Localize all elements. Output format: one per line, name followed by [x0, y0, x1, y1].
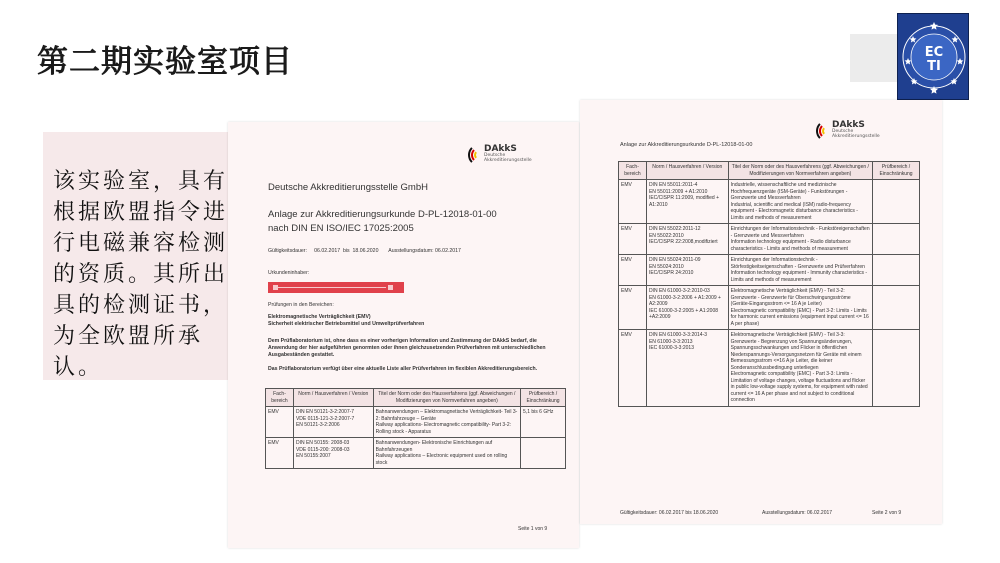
table-row: [266, 407, 566, 438]
logo-main: DAkkS: [484, 144, 517, 154]
cell-range: [521, 438, 566, 469]
tests-label: Prüfungen in den Bereichen:: [268, 302, 334, 308]
badge-line1: EC: [924, 45, 944, 60]
cell-area: EMV: [619, 180, 647, 224]
slide-title: 第二期实验室项目: [37, 44, 293, 80]
table-row: [266, 438, 566, 469]
table-row: [619, 224, 920, 255]
certificate-page-1: [228, 122, 579, 548]
dakks-logo: [816, 120, 880, 142]
accreditation-table-2: [618, 161, 920, 407]
cell-area: EMV: [619, 330, 647, 407]
cell-norm: DIN EN 61000-3-3:2014-3 EN 61000-3-3:2013 IEC 61000-3-3:2013: [646, 330, 728, 407]
certificate-page-2: [580, 100, 942, 524]
ecti-logo-icon: [898, 14, 969, 100]
cell-range: [873, 286, 920, 330]
cell-area: EMV: [266, 438, 294, 469]
col-header-range: Prüfbereich / Einschränkung: [873, 162, 920, 180]
cell-title: Einrichtungen der Informationstechnik - Störfestigkeitseigenschaften - Grenzwerte und Prüfverfahren Information technology equipment - Immunity characteristics - Limits and methods of measurement: [728, 255, 872, 286]
org-name: Deutsche Akkreditierungsstelle GmbH: [268, 182, 428, 193]
cell-area: EMV: [619, 286, 647, 330]
col-header-area: Fach- bereich: [619, 162, 647, 180]
validity-line: Gültigkeitsdauer: 06.02.2017 bis 18.06.2020 Ausstellungsdatum: 06.02.2017: [268, 248, 461, 254]
page-footer: Seite 2 von 9: [872, 510, 902, 516]
logo-main: DAkkS: [832, 120, 865, 130]
cell-title: Bahnanwendungen- Elektronische Einrichtungen auf Bahnfahrzeugen Railway applications – Electronic equipment used on rolling stock: [373, 438, 520, 469]
logo-sub2: Akkreditierungsstelle: [484, 157, 532, 163]
paragraph-1: Dem Prüflaboratorium ist, ohne dass es einer vorherigen Information und Zustimmung der DAkkS bedarf, die Anwendung der hier aufgeführten genormten oder ihnen gleichzusetzenden Prüfverfahren mit unterschiedlichen Ausgabeständen gestattet.: [268, 338, 546, 358]
dakks-logo: [468, 144, 532, 166]
col-header-title: Titel der Norm oder des Hausverfahrens (ggf. Abweichungen / Modifizierungen von Normverfahren angeben): [728, 162, 872, 180]
annex-title: [268, 208, 568, 236]
cell-title: Elektromagnetische Verträglichkeit (EMV) - Teil 3-2: Grenzwerte - Grenzwerte für Oberschwingungsströme (Geräte-Eingangsstrom <= 16 A je Leiter) Electromagnetic compatibility (EMC) - Part 3-2: Limits - Limits for harmonic current emissions (equipment input current <= 16 A per phase): [728, 286, 872, 330]
col-header-norm: Norm / Hausverfahren / Version: [293, 389, 373, 407]
cell-norm: DIN EN 61000-3-2:2010-03 EN 61000-3-2:2006 + A1:2009 + A2:2009 IEC 61000-3-2:2005 + A1:2008 +A2:2009: [646, 286, 728, 330]
holder-label: Urkundeninhaber:: [268, 270, 310, 276]
logo-sub1: Deutsche: [832, 129, 854, 134]
cell-area: EMV: [619, 255, 647, 286]
cell-title: Einrichtungen der Informationstechnik - Funkstöreigenschaften - Grenzwerte und Messverfahren Information technology equipment - Radio disturbance characteristics - Limits and methods of measurement: [728, 224, 872, 255]
cell-area: EMV: [266, 407, 294, 438]
table-header-row: [266, 389, 566, 407]
paragraph-2: Das Prüflaboratorium verfügt über eine aktuelle Liste aller Prüfverfahren im flexiblen Akkreditierungsbereich.: [268, 366, 538, 372]
ecti-badge: [897, 13, 969, 100]
cell-norm: DIN EN 50155: 2008-03 VDE 0115-200: 2008-03 EN 50155:2007: [293, 438, 373, 469]
cell-range: [873, 255, 920, 286]
badge-line2: TI: [927, 59, 941, 74]
table-row: [619, 255, 920, 286]
table-row: [619, 286, 920, 330]
redacted-holder: [268, 282, 404, 293]
logo-sub1: Deutsche: [484, 153, 506, 158]
cell-title: Industrielle, wissenschaftliche und medizinische Hochfrequenzgeräte (ISM-Geräte) - Funkstörungen - Grenzwerte und Messverfahren Industrial, scientific and medical (ISM) radio-frequency equipment - Electromagnetic disturbance characteristics - Limits and methods of measurement: [728, 180, 872, 224]
col-header-norm: Norm / Hausverfahren / Version: [646, 162, 728, 180]
cell-norm: DIN EN 55022:2011-12 EN 55022:2010 IEC/CISPR 22:2008,modifiziert: [646, 224, 728, 255]
col-header-area: Fach- bereich: [266, 389, 294, 407]
cell-title: Bahnanwendungen – Elektromagnetische Verträglichkeit- Teil 3-2: Bahnfahrzeuge – Geräte Railway applications- Electromagnetic compatibility- Part 3-2: Rolling stock - Apparatus: [373, 407, 520, 438]
cell-norm: DIN EN 55011:2011-4 EN 55011:2009 + A1:2010 IEC/CISPR 11:2009, modified + A1:2010: [646, 180, 728, 224]
lab-description: 该实验室，具有根据欧盟指令进行电磁兼容检测的资质。其所出具的检测证书，为全欧盟所承认。: [53, 169, 229, 380]
table-row: [619, 330, 920, 407]
cell-range: [873, 330, 920, 407]
areas-text: Elektromagnetische Verträglichkeit (EMV) Sicherheit elektrischer Betriebsmittel und Umweltprüfverfahren: [268, 314, 425, 327]
dakks-arcs-icon: [468, 144, 482, 166]
col-header-title: Titel der Norm oder des Hausverfahrens (ggf. Abweichungen / Modifizierungen von Normverfahren angeben): [373, 389, 520, 407]
page-header: Anlage zur Akkreditierungsurkunde D-PL-12018-01-00: [620, 142, 753, 148]
cell-norm: DIN EN 55024:2011-09 EN 55024:2010 IEC/CISPR 24:2010: [646, 255, 728, 286]
annex-line2: nach DIN EN ISO/IEC 17025:2005: [268, 223, 414, 234]
table-header-row: [619, 162, 920, 180]
dakks-arcs-icon: [816, 120, 830, 142]
page-footer: Seite 1 von 9: [518, 526, 548, 532]
annex-line1: Anlage zur Akkreditierungsurkunde D-PL-12018-01-00: [268, 209, 497, 220]
table-row: [619, 180, 920, 224]
col-header-range: Prüfbereich / Einschränkung: [521, 389, 566, 407]
cell-range: [873, 180, 920, 224]
cell-range: 5,1 bis 6 GHz: [521, 407, 566, 438]
logo-sub2: Akkreditierungsstelle: [832, 133, 880, 139]
cell-area: EMV: [619, 224, 647, 255]
cell-range: [873, 224, 920, 255]
accreditation-table-1: [265, 388, 566, 469]
footer-issue-date: Ausstellungsdatum: 06.02.2017: [762, 510, 833, 516]
title-decoration: [850, 34, 900, 82]
cell-norm: DIN EN 50121-3-2:2007-7 VDE 0115-121-3-2:2007-7 EN 50121-3-2:2006: [293, 407, 373, 438]
cell-title: Elektromagnetische Verträglichkeit (EMV) - Teil 3-3: Grenzwerte - Begrenzung von Spannungsänderungen, Spannungsschwankungen und Flicker in öffentlichen Niederspannungs-Versorgungsnetzen für Geräte mit einem Bemessungsstrom <=16 A je Leiter, die keiner Sonderanschlussbedingung unterliegen Electromagnetic compatibility (EMC) - Part 3-3: Limits - Limitation of voltage changes, voltage fluctuations and flicker in public low-voltage supply systems, for equipment with rated current <= 16 A per phase and not subject to conditional connection: [728, 330, 872, 407]
footer-validity: Gültigkeitsdauer: 06.02.2017 bis 18.06.2020: [620, 510, 719, 516]
